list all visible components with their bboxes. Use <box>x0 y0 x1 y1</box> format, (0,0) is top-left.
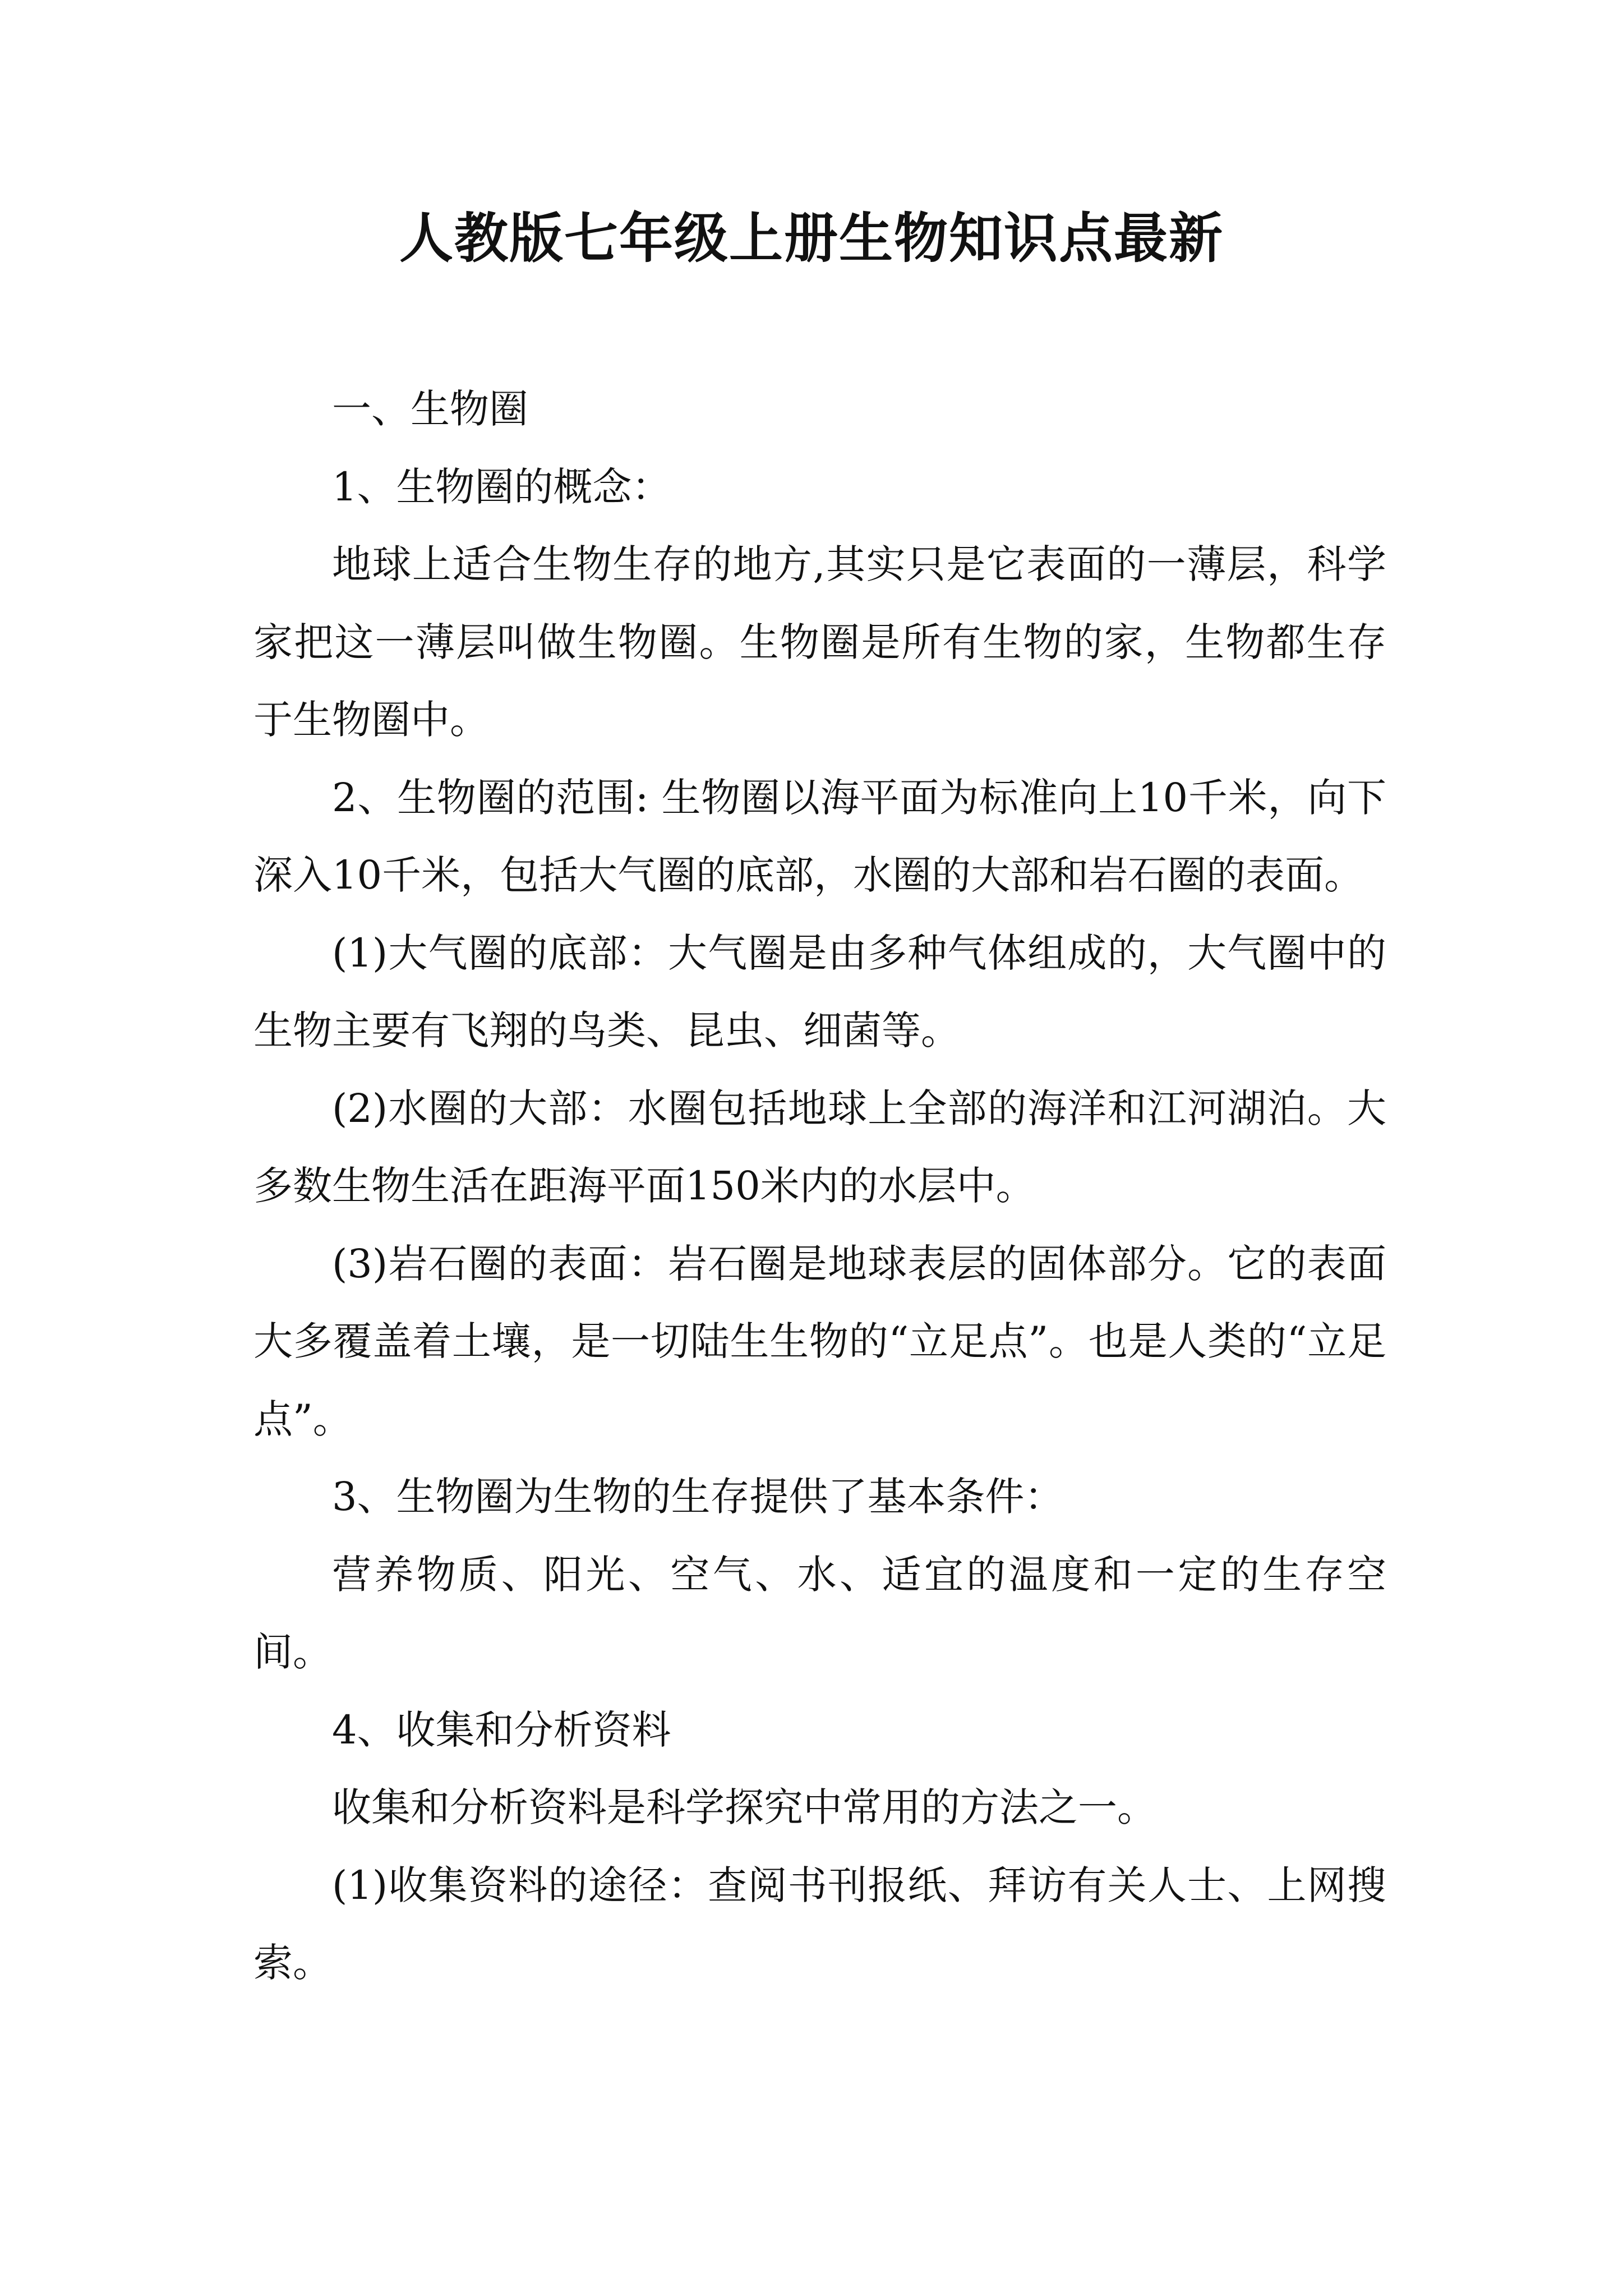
subsection-heading: 4、收集和分析资料 <box>332 1706 671 1753</box>
body-paragraph: (2)水圈的大部：水圈包括地球上全部的海洋和江河湖泊。大多数生物生活在距海平面150米内的水层中。 <box>253 1085 1386 1209</box>
body-paragraph: (3)岩石圈的表面：岩石圈是地球表层的固体部分。它的表面大多覆盖着土壤，是一切陆生生物的“立足点”。也是人类的“立足点”。 <box>253 1240 1386 1442</box>
body-paragraph: 2、生物圈的范围: 生物圈以海平面为标准向上10千米，向下深入10千米，包括大气圈的底部，水圈的大部和岩石圈的表面。 <box>253 774 1386 898</box>
body-paragraph: 地球上适合生物生存的地方,其实只是它表面的一薄层，科学家把这一薄层叫做生物圈。生物圈是所有生物的家，生物都生存于生物圈中。 <box>253 541 1386 743</box>
subsection-heading: 1、生物圈的概念： <box>332 463 671 510</box>
body-paragraph: 营养物质、阳光、空气、水、适宜的温度和一定的生存空间。 <box>253 1551 1386 1675</box>
body-paragraph: (1)大气圈的底部：大气圈是由多种气体组成的，大气圈中的生物主要有飞翔的鸟类、昆虫、细菌等。 <box>253 930 1386 1053</box>
section-heading: 一、生物圈 <box>332 386 528 432</box>
subsection-heading: 3、生物圈为生物的生存提供了基本条件： <box>332 1474 1064 1520</box>
document-body <box>253 370 1386 2002</box>
body-paragraph: 收集和分析资料是科学探究中常用的方法之一。 <box>332 1784 1156 1830</box>
body-paragraph: (1)收集资料的途径：查阅书刊报纸、拜访有关人士、上网搜索。 <box>253 1862 1386 1986</box>
document-title: 人教版七年级上册生物知识点最新 <box>399 207 1224 270</box>
